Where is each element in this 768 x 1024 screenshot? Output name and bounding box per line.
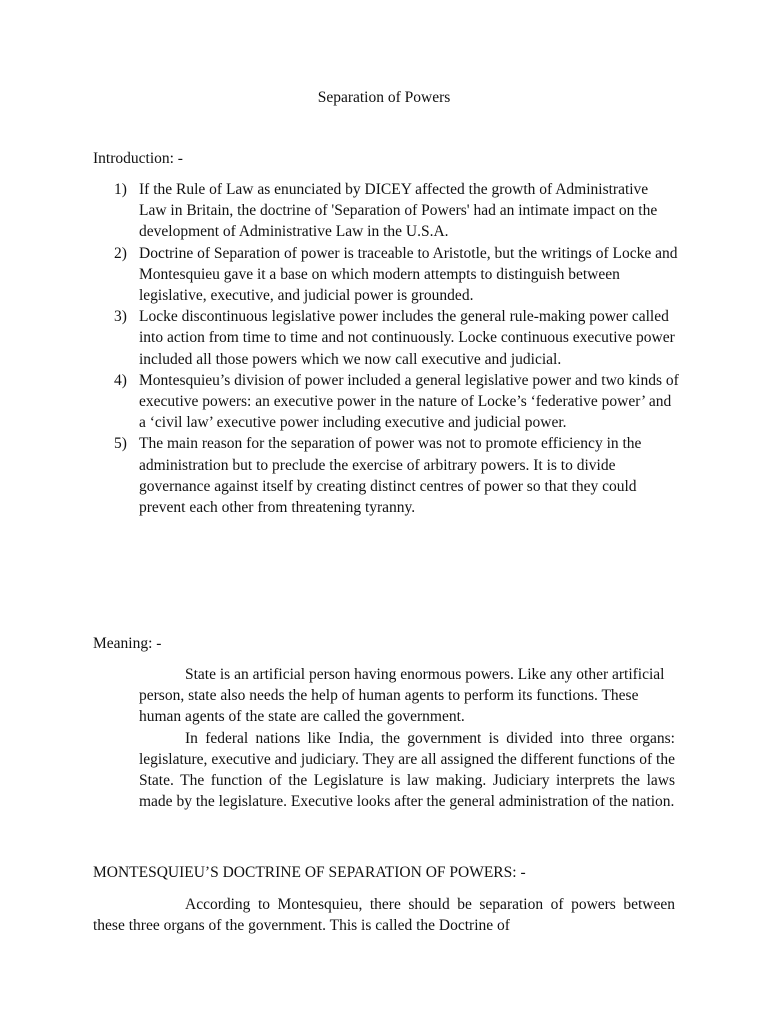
list-item-text: The main reason for the separation of power was not to promote efficiency in the administration but to preclude the exercise of arbitrary powers. It is to divide governance against itself by creating distinct centres of power so that they could prevent each other from threatening tyranny. <box>139 435 642 517</box>
list-item-number: 1) <box>114 181 127 198</box>
montesquieu-heading: MONTESQUIEU’S DOCTRINE OF SEPARATION OF POWERS: - <box>93 864 526 881</box>
montesquieu-section <box>93 894 675 936</box>
meaning-heading: Meaning: - <box>93 635 162 652</box>
list-item <box>114 370 679 434</box>
meaning-paragraph-1: State is an artificial person having enormous powers. Like any other artificial person, state also needs the help of human agents to perform its functions. These human agents of the state are called the government. <box>139 666 665 726</box>
list-item-number: 3) <box>114 308 127 326</box>
list-item-text: Locke discontinuous legislative power includes the general rule-making power called into action from time to time and not continuously. Locke continuous executive power included all those powers which we now call executive and judicial. <box>139 308 675 368</box>
list-item-text: Montesquieu’s division of power included a general legislative power and two kinds of executive powers: an executive power in the nature of Locke’s ‘federative power’ and a ‘civil law’ executive power including executive and judicial power. <box>139 371 679 432</box>
list-item-number: 4) <box>114 371 127 389</box>
list-item-number: 2) <box>114 244 127 262</box>
montesquieu-paragraph: According to Montesquieu, there should be separation of powers between these three organs of the government. This is called the Doctrine of <box>93 896 675 935</box>
introduction-list <box>114 179 679 518</box>
list-item <box>114 179 679 243</box>
meaning-section <box>139 664 675 812</box>
list-item-number: 5) <box>114 435 127 453</box>
meaning-paragraph-2: In federal nations like India, the government is divided into three organs: legislature, executive and judiciary. They are all assigned the different functions of the State. The function of the Legislature is law making. Judiciary interprets the laws made by the legislature. Executive looks after the general administration of the nation. <box>139 729 675 811</box>
list-item-text: Doctrine of Separation of power is traceable to Aristotle, but the writings of Locke and Montesquieu gave it a base on which modern attempts to distinguish between legislative, executive, and judicial power is grounded. <box>139 244 678 305</box>
list-item-text: If the Rule of Law as enunciated by DICEY affected the growth of Administrative Law in Britain, the doctrine of 'Separation of Powers' had an intimate impact on the development of Administrative Law in the U.S.A. <box>139 181 658 241</box>
introduction-heading: Introduction: - <box>93 150 183 167</box>
list-item <box>114 306 679 370</box>
document-title: Separation of Powers <box>317 89 451 106</box>
list-item <box>114 433 679 518</box>
list-item <box>114 243 679 307</box>
